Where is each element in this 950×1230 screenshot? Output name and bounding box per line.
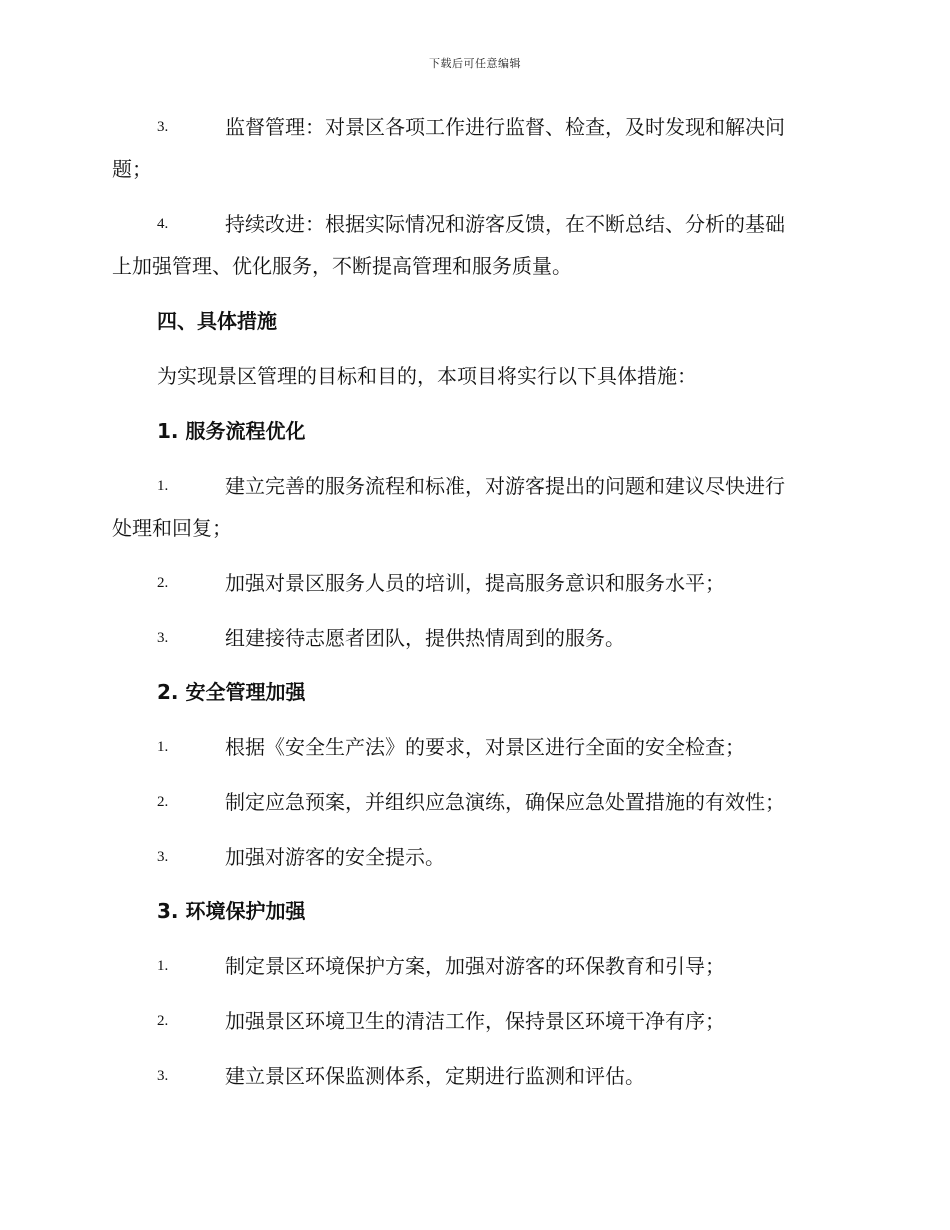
list-item-text: 建立完善的服务流程和标准，对游客提出的问题和建议尽快进行 — [225, 474, 785, 498]
list-item-text-continued: 题； — [112, 157, 152, 181]
header-note: 下载后可任意编辑 — [429, 57, 521, 70]
list-item — [112, 465, 837, 549]
list-item-number: 1. — [157, 958, 169, 974]
list-item-text: 监督管理：对景区各项工作进行监督、检查，及时发现和解决问 — [225, 115, 785, 139]
list-item-number: 3. — [157, 849, 169, 865]
list-item-number: 1. — [157, 739, 169, 755]
list-item — [112, 781, 837, 823]
list-item-text: 加强对景区服务人员的培训，提高服务意识和服务水平； — [225, 571, 725, 595]
list-item-text-continued: 处理和回复； — [112, 516, 232, 540]
list-item-number: 2. — [157, 1013, 169, 1029]
list-item — [112, 945, 837, 987]
subsection-heading: 3. 环境保护加强 — [157, 899, 306, 923]
intro-paragraph: 为实现景区管理的目标和目的，本项目将实行以下具体措施： — [157, 364, 697, 388]
list-item-text: 建立景区环保监测体系，定期进行监测和评估。 — [225, 1064, 645, 1088]
list-item — [112, 203, 837, 287]
list-item-text: 根据《安全生产法》的要求，对景区进行全面的安全检查； — [225, 735, 745, 759]
list-item-number: 4. — [157, 216, 169, 232]
list-item — [112, 836, 837, 878]
subsection-heading: 2. 安全管理加强 — [157, 680, 306, 704]
list-item-number: 3. — [157, 630, 169, 646]
section-heading: 四、具体措施 — [157, 309, 277, 333]
list-item-number: 3. — [157, 1068, 169, 1084]
list-item — [112, 1055, 837, 1097]
list-item — [112, 1000, 837, 1042]
list-item-text: 加强景区环境卫生的清洁工作，保持景区环境干净有序； — [225, 1009, 725, 1033]
list-item — [112, 617, 837, 659]
list-item-text: 制定景区环境保护方案，加强对游客的环保教育和引导； — [225, 954, 725, 978]
list-item-text-continued: 上加强管理、优化服务，不断提高管理和服务质量。 — [112, 254, 572, 278]
list-item — [112, 562, 837, 604]
list-item-text: 持续改进：根据实际情况和游客反馈，在不断总结、分析的基础 — [225, 212, 785, 236]
list-item-number: 2. — [157, 794, 169, 810]
list-item-number: 1. — [157, 478, 169, 494]
list-item-text: 组建接待志愿者团队，提供热情周到的服务。 — [225, 626, 625, 650]
subsection-heading: 1. 服务流程优化 — [157, 419, 306, 443]
list-item — [112, 726, 837, 768]
list-item-text: 制定应急预案，并组织应急演练，确保应急处置措施的有效性； — [225, 790, 785, 814]
list-item-text: 加强对游客的安全提示。 — [225, 845, 445, 869]
list-item-number: 3. — [157, 119, 169, 135]
list-item-number: 2. — [157, 575, 169, 591]
list-item — [112, 106, 837, 190]
